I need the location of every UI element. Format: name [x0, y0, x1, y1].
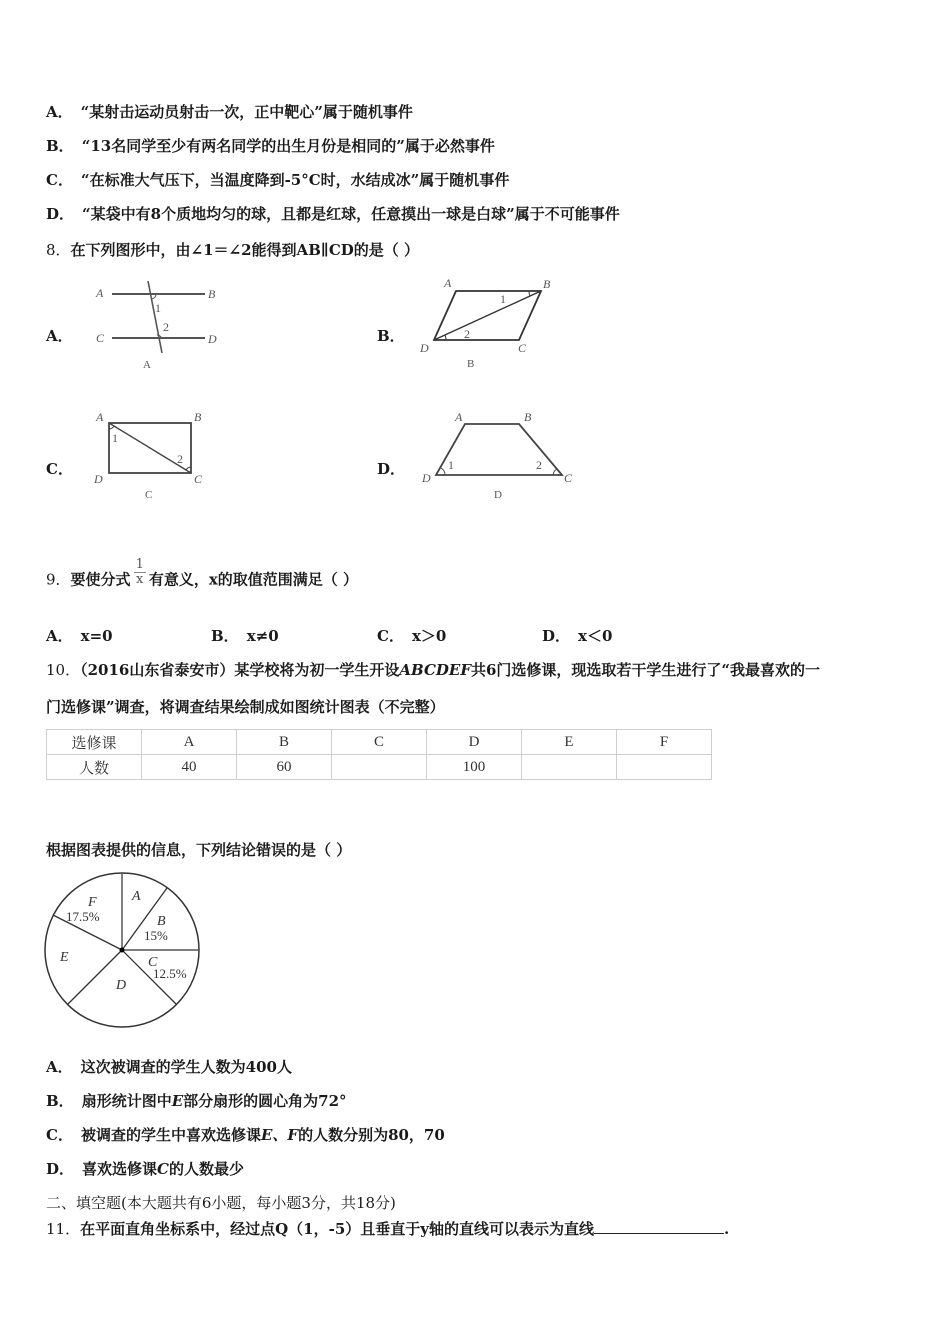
option-text: 的人数最少	[168, 1160, 244, 1178]
option-text: x＞0	[411, 627, 447, 645]
q10-stem-line2	[46, 697, 445, 717]
svg-text:E: E	[60, 950, 69, 965]
svg-text:1: 1	[155, 301, 161, 315]
svg-text:A: A	[96, 410, 104, 424]
table-cell: E	[522, 730, 617, 755]
table-cell: 40	[142, 755, 237, 780]
svg-text:B: B	[467, 358, 475, 370]
option-label: A．	[46, 1058, 73, 1076]
option-label: D．	[542, 627, 571, 645]
table-header-row	[47, 730, 712, 755]
course-survey-table	[46, 729, 712, 780]
option-text: 扇形统计图中	[81, 1092, 172, 1110]
table-cell: 人数	[47, 755, 142, 780]
svg-text:B: B	[524, 410, 532, 424]
option-label: B．	[211, 627, 239, 645]
q10-stem-line1	[46, 660, 820, 680]
pie-chart	[40, 868, 210, 1038]
q10-question	[46, 840, 351, 860]
option-text: “13名同学至少有两名同学的出生月份是相同的”属于必然事件	[81, 137, 495, 155]
q7-option-c	[46, 170, 509, 190]
fraction	[134, 558, 146, 587]
answer-blank[interactable]	[594, 1219, 724, 1234]
option-variable: E	[171, 1092, 184, 1110]
svg-text:2: 2	[464, 327, 470, 341]
svg-text:C: C	[96, 331, 105, 345]
option-label: B．	[46, 1092, 74, 1110]
q9-option-a	[46, 625, 113, 646]
table-cell: 100	[427, 755, 522, 780]
q8-figure-b	[412, 272, 572, 377]
option-label: A．	[46, 627, 73, 645]
svg-text:C: C	[518, 341, 527, 355]
q7-option-a	[46, 102, 413, 122]
q7-option-b	[46, 136, 495, 156]
svg-text:D: D	[494, 489, 502, 501]
section-heading	[46, 1193, 396, 1213]
option-text: “某射击运动员射击一次，正中靶心”属于随机事件	[80, 103, 413, 121]
svg-text:2: 2	[163, 320, 169, 334]
q9-option-d	[542, 625, 612, 646]
section-title: 二、填空题(本大题共有6小题，每小题3分，共18分)	[46, 1194, 396, 1212]
svg-text:C: C	[145, 489, 153, 501]
table-cell	[332, 755, 427, 780]
option-label: A．	[46, 103, 73, 121]
question-text: （2016山东省泰安市）某学校将为初一学生开设	[80, 661, 400, 679]
option-text: 被调查的学生中喜欢选修课	[80, 1126, 261, 1144]
option-text: “在标准大气压下，当温度降到-5°C时，水结成冰”属于随机事件	[80, 171, 510, 189]
option-variable: E、F	[260, 1126, 299, 1144]
course-letters: ABCDEF	[399, 661, 471, 679]
option-variable: C	[157, 1160, 169, 1178]
option-text: “某袋中有8个质地均匀的球，且都是红球，任意摸出一球是白球”属于不可能事件	[82, 205, 620, 223]
svg-text:B: B	[157, 914, 166, 929]
option-text: 这次被调查的学生人数为400人	[80, 1058, 292, 1076]
svg-text:B: B	[194, 410, 202, 424]
fraction-denominator: x	[136, 572, 144, 587]
option-label: C．	[46, 171, 73, 189]
question-text-before: 要使分式	[70, 570, 131, 589]
fraction-numerator: 1	[135, 557, 144, 572]
svg-text:A: A	[96, 286, 104, 300]
q7-option-d	[46, 204, 620, 224]
q8-figure-d	[412, 402, 592, 507]
question-text: 共6门选修课，现选取若干学生进行了“我最喜欢的一	[470, 661, 821, 679]
q10-option-d	[46, 1159, 244, 1179]
question-text: 门选修课”调查，将调查结果绘制成如图统计图表（不完整）	[46, 698, 445, 716]
question-text: 在平面直角坐标系中，经过点Q（1，-5）且垂直于y轴的直线可以表示为直线	[80, 1220, 594, 1238]
pie-label-b-pct: 15%	[144, 928, 168, 943]
q8-figure-c	[90, 402, 230, 507]
svg-text:C: C	[194, 472, 203, 486]
table-cell: 60	[237, 755, 332, 780]
question-end: .	[723, 1220, 730, 1238]
option-text: x=0	[80, 627, 113, 645]
q10-option-b	[46, 1091, 347, 1111]
svg-text:1: 1	[448, 458, 454, 472]
option-text: 部分扇形的圆心角为72°	[183, 1092, 347, 1110]
question-number: 8．	[46, 241, 71, 259]
question-text-after: 有意义，x的取值范围满足（ ）	[148, 570, 359, 589]
svg-text:D: D	[420, 341, 429, 355]
svg-text:A: A	[132, 889, 141, 904]
option-text: x＜0	[578, 627, 613, 645]
question-number: 9．	[46, 570, 71, 589]
q11-stem	[46, 1219, 729, 1239]
question-number: 10．	[46, 661, 81, 679]
table-cell: D	[427, 730, 522, 755]
option-label: B．	[46, 137, 74, 155]
q9-option-b	[211, 625, 279, 646]
table-cell	[522, 755, 617, 780]
table-cell: 选修课	[47, 730, 142, 755]
svg-text:B: B	[543, 277, 551, 291]
option-text: 的人数分别为80，70	[298, 1126, 445, 1144]
question-text: 根据图表提供的信息，下列结论错误的是（ ）	[46, 841, 352, 859]
option-text: 喜欢选修课	[82, 1160, 158, 1178]
option-label: C．	[46, 1126, 73, 1144]
question-text: 在下列图形中，由∠1＝∠2能得到AB∥CD的是（ ）	[70, 241, 419, 259]
svg-text:2: 2	[177, 452, 183, 466]
q8-option-c-label: C．	[46, 460, 73, 478]
svg-text:A: A	[444, 276, 452, 290]
table-cell: C	[332, 730, 427, 755]
q8-option-b-label: B．	[377, 327, 405, 345]
option-text: x≠0	[246, 627, 279, 645]
q9-stem	[46, 557, 359, 595]
table-cell: F	[617, 730, 712, 755]
svg-text:C: C	[564, 471, 573, 485]
option-label: D．	[46, 205, 75, 223]
q8-option-d-label: D．	[377, 460, 406, 478]
svg-text:C: C	[148, 955, 158, 970]
svg-text:B: B	[208, 287, 216, 301]
svg-text:D: D	[422, 471, 431, 485]
q9-option-c	[377, 625, 446, 646]
q10-option-a	[46, 1057, 292, 1077]
option-label: D．	[46, 1160, 75, 1178]
q8-option-a-label: A．	[46, 327, 73, 345]
svg-text:12.5%: 12.5%	[153, 966, 187, 981]
table-cell: B	[237, 730, 332, 755]
svg-text:D: D	[116, 978, 127, 993]
svg-text:2: 2	[536, 458, 542, 472]
q8-figure-a	[90, 275, 230, 375]
table-cell: A	[142, 730, 237, 755]
svg-text:1: 1	[500, 292, 506, 306]
svg-text:17.5%: 17.5%	[66, 909, 100, 924]
q8-stem	[46, 240, 419, 260]
svg-text:F: F	[88, 895, 97, 910]
svg-text:D: D	[208, 332, 217, 346]
svg-text:D: D	[94, 472, 103, 486]
q10-option-c	[46, 1125, 445, 1145]
svg-text:A: A	[143, 359, 151, 371]
table-cell	[617, 755, 712, 780]
question-number: 11．	[46, 1220, 81, 1238]
option-label: C．	[377, 627, 404, 645]
svg-text:A: A	[455, 410, 463, 424]
table-row	[47, 755, 712, 780]
svg-text:1: 1	[112, 431, 118, 445]
